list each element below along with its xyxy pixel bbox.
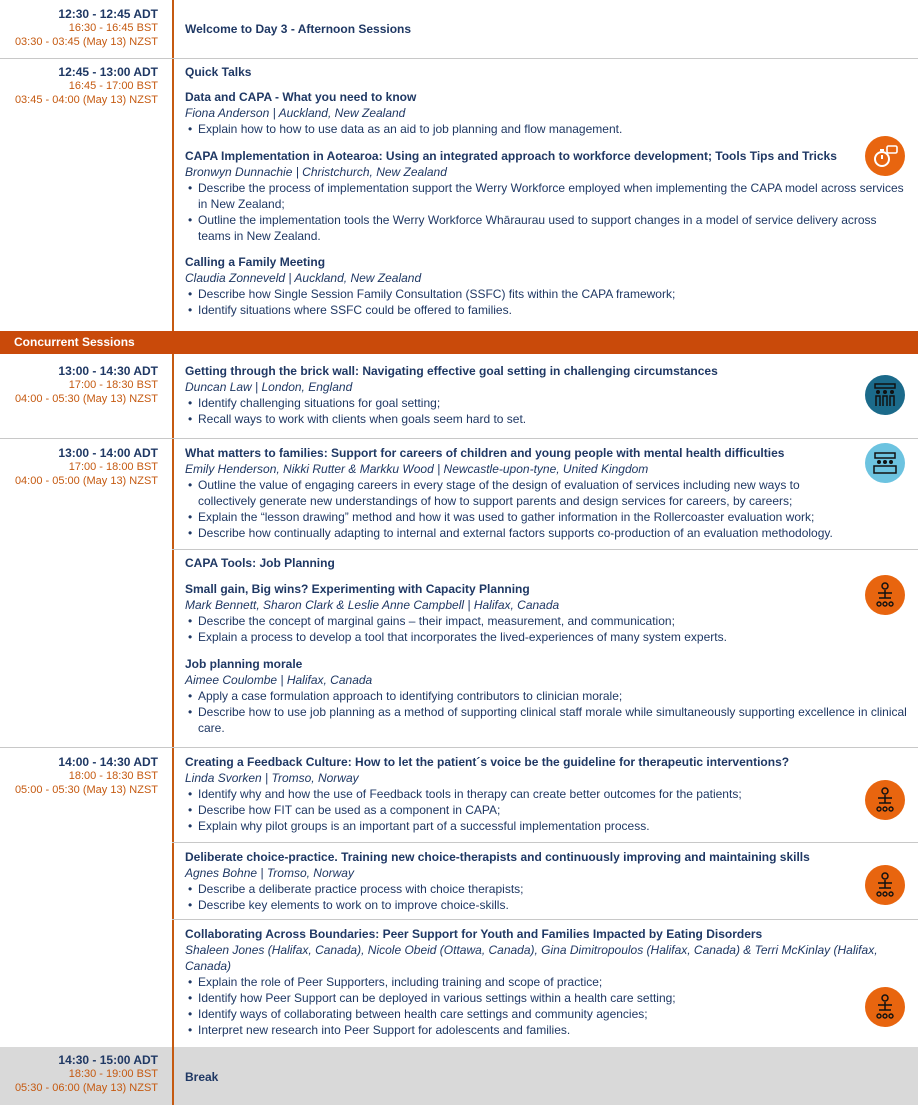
session-capa-implementation [185,148,910,244]
session-title: Calling a Family Meeting [185,255,326,269]
time-column [0,0,172,58]
objectives-list [185,613,910,645]
objectives-list [185,121,910,137]
time-adt: 12:45 - 13:00 ADT [58,65,158,79]
time-bst: 17:00 - 18:00 BST [68,461,158,473]
time-column [0,354,172,438]
session-author: Fiona Anderson | Auckland, New Zealand [185,106,406,120]
slot-1300-1430 [0,354,918,438]
timeline-divider [172,439,174,747]
session-small-gain [185,581,910,645]
session-title: What matters to families: Support for careers of children and young people with mental health difficulties [185,446,785,460]
objective-item: • Describe how continually adapting to internal and external factors supports co-production of an evaluation methodology. [185,525,910,541]
objectives-list [185,286,910,318]
session-author: Aimee Coulombe | Halifax, Canada [185,673,373,687]
session-title: Welcome to Day 3 - Afternoon Sessions [185,22,412,36]
objective-item: • Outline the implementation tools the Werry Workforce Whāraurau used to support changes in a model of service delivery across teams in New Zealand. [185,212,910,244]
group-presentation-icon [865,375,905,415]
session-job-planning-morale [185,656,910,736]
stopwatch-chat-icon [865,136,905,176]
session-title: CAPA Implementation in Aotearoa: Using an integrated approach to workforce development; Tools Tips and Tricks [185,149,837,163]
objective-item: • Outline the value of engaging careers in every stage of the design of evaluation of services including new ways to collectively generate new understandings of how to support parents and design services for careers, by careers; [185,477,910,509]
timeline-divider [172,1047,174,1105]
objective-item: • Identify why and how the use of Feedback tools in therapy can create better outcomes for the patients; [185,786,910,802]
time-bst: 18:30 - 19:00 BST [68,1068,158,1080]
objective-item: • Explain the role of Peer Supporters, including training and scope of practice; [185,974,910,990]
objective-item: • Describe how to use job planning as a method of supporting clinical staff morale while simultaneously supporting excellence in clinical care. [185,704,910,736]
section-heading: CAPA Tools: Job Planning [185,556,335,570]
session-title: Creating a Feedback Culture: How to let the patient´s voice be the guideline for therapeutic interventions? [185,755,790,769]
time-nzst: 03:45 - 04:00 (May 13) NZST [14,94,158,106]
time-column [0,748,172,1047]
break-title: Break [185,1070,219,1084]
session-title: Collaborating Across Boundaries: Peer Support for Youth and Families Impacted by Eating Disorders [185,927,763,941]
objective-item: • Identify ways of collaborating between health care settings and community agencies; [185,1006,910,1022]
time-adt: 14:00 - 14:30 ADT [58,755,158,769]
time-bst: 16:30 - 16:45 BST [68,22,158,34]
session-author: Duncan Law | London, England [185,380,353,394]
section-heading: Quick Talks [185,65,252,79]
time-column [0,439,172,747]
session-author: Claudia Zonneveld | Auckland, New Zealand [185,271,422,285]
time-adt: 13:00 - 14:00 ADT [58,446,158,460]
workshop-icon [865,987,905,1027]
time-bst: 16:45 - 17:00 BST [68,80,158,92]
time-bst: 18:00 - 18:30 BST [68,770,158,782]
time-adt: 13:00 - 14:30 ADT [58,364,158,378]
session-author: Linda Svorken | Tromso, Norway [185,771,359,785]
objective-item: • Identify challenging situations for goal setting; [185,395,910,411]
concurrent-sessions-banner: Concurrent Sessions [0,331,918,354]
session-divider [172,549,918,550]
time-bst: 17:00 - 18:30 BST [68,379,158,391]
objectives-list [185,688,910,736]
objective-item: • Identify how Peer Support can be deployed in various settings within a health care setting; [185,990,910,1006]
time-nzst: 04:00 - 05:30 (May 13) NZST [14,393,158,405]
objective-item: • Identify situations where SSFC could be offered to families. [185,302,910,318]
session-author: Agnes Bohne | Tromso, Norway [185,866,354,880]
session-author: Emily Henderson, Nikki Rutter & Markku Wood | Newcastle-upon-tyne, United Kingdom [185,462,649,476]
workshop-icon [865,575,905,615]
session-author: Bronwyn Dunnachie | Christchurch, New Zealand [185,165,447,179]
slot-quick-talks [0,59,918,331]
workshop-icon [865,780,905,820]
objectives-list [185,974,910,1038]
objective-item: • Explain a process to develop a tool that incorporates the lived-experiences of many system experts. [185,629,910,645]
timeline-divider [172,0,174,58]
objective-item: • Describe the process of implementation support the Werry Workforce employed when implementing the CAPA model across services in New Zealand; [185,180,910,212]
objective-item: • Interpret new research into Peer Support for adolescents and families. [185,1022,910,1038]
time-nzst: 05:30 - 06:00 (May 13) NZST [14,1082,158,1094]
session-family-meeting [185,254,910,318]
objective-item: • Apply a case formulation approach to identifying contributors to clinician morale; [185,688,910,704]
objective-item: • Describe key elements to work on to improve choice-skills. [185,897,910,913]
time-nzst: 04:00 - 05:00 (May 13) NZST [14,475,158,487]
objectives-list [185,881,910,913]
panel-discussion-icon [865,443,905,483]
session-families [185,445,910,541]
objectives-list [185,477,910,541]
slot-break [0,1047,918,1105]
objective-item: • Recall ways to work with clients when goals seem hard to set. [185,411,910,427]
session-title: Getting through the brick wall: Navigating effective goal setting in challenging circumstances [185,364,718,378]
session-author: Mark Bennett, Sharon Clark & Leslie Anne Campbell | Halifax, Canada [185,598,560,612]
objective-item: • Explain why pilot groups is an important part of a successful implementation process. [185,818,910,834]
objective-item: • Describe how Single Session Family Consultation (SSFC) fits within the CAPA framework; [185,286,910,302]
objectives-list [185,786,910,834]
objective-item: • Describe how FIT can be used as a component in CAPA; [185,802,910,818]
time-adt: 12:30 - 12:45 ADT [58,7,158,21]
objective-item: • Explain how to how to use data as an aid to job planning and flow management. [185,121,910,137]
session-title: Deliberate choice-practice. Training new choice-therapists and continuously improving and maintaining skills [185,850,810,864]
session-divider [172,842,918,843]
objective-item: • Describe the concept of marginal gains – their impact, measurement, and communication; [185,613,910,629]
timeline-divider [172,59,174,331]
session-divider [172,919,918,920]
time-nzst: 03:30 - 03:45 (May 13) NZST [14,36,158,48]
objectives-list [185,180,910,244]
session-title: Job planning morale [185,657,303,671]
session-author: Shaleen Jones (Halifax, Canada), Nicole Obeid (Ottawa, Canada), Gina Dimitropoulos (Halifax, Canada) & Terri McKinlay (Halifax, Canada) [185,943,878,973]
timeline-divider [172,748,174,1047]
slot-1300-1400 [0,439,918,747]
time-nzst: 05:00 - 05:30 (May 13) NZST [14,784,158,796]
objective-item: • Explain the “lesson drawing” method and how it was used to gather information in the Rollercoaster evaluation work; [185,509,910,525]
slot-welcome [0,0,918,58]
time-column [0,59,172,331]
workshop-icon [865,865,905,905]
slot-1400-1430 [0,748,918,1047]
session-title: Data and CAPA - What you need to know [185,90,417,104]
time-column [0,1047,172,1105]
session-title: Small gain, Big wins? Experimenting with Capacity Planning [185,582,530,596]
objective-item: • Describe a deliberate practice process with choice therapists; [185,881,910,897]
objectives-list [185,395,910,427]
time-adt: 14:30 - 15:00 ADT [58,1053,158,1067]
session-data-capa [185,89,910,137]
timeline-divider [172,354,174,438]
